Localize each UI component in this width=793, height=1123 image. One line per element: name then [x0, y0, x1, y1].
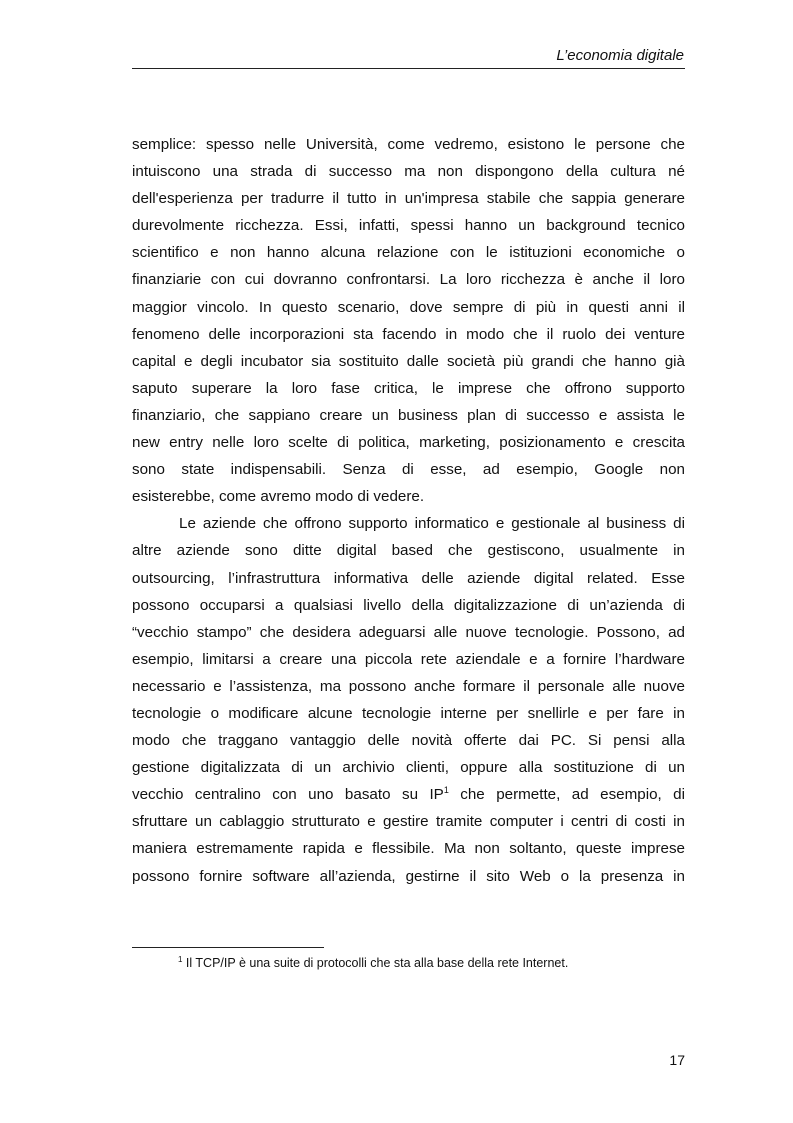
- text-line: modo che traggano vantaggio delle novità offerte dai PC. Si pensi alla: [132, 732, 685, 750]
- footnote-marker: 1: [178, 955, 183, 964]
- text-line: tecnologie o modificare alcune tecnologie interne per snellirle e per fare in: [132, 704, 685, 722]
- body-text: [132, 131, 685, 890]
- footnote-text: Il TCP/IP è una suite di protocolli che sta alla base della rete Internet.: [182, 956, 569, 970]
- text-line: finanziario, che sappiano creare un business plan di successo e assista le: [132, 406, 685, 424]
- text-line: maniera estremamente rapida e flessibile. Ma non soltanto, queste imprese: [132, 840, 685, 858]
- running-title: L’economia digitale: [556, 47, 684, 64]
- text-line: intuiscono una strada di successo ma non dispongono della cultura né: [132, 163, 685, 181]
- paragraph-2: [132, 510, 685, 889]
- text-line: gestione digitalizzata di un archivio clienti, oppure alla sostituzione di un: [132, 759, 685, 777]
- text-line: new entry nelle loro scelte di politica, marketing, posizionamento e crescita: [132, 434, 685, 452]
- footnote: [178, 955, 568, 971]
- text-line: maggior vincolo. In questo scenario, dove sempre di più in questi anni il: [132, 298, 685, 316]
- text-line: “vecchio stampo” che desidera adeguarsi alle nuove tecnologie. Possono, ad: [132, 623, 685, 641]
- text-line: dell'esperienza per tradurre il tutto in un'impresa stabile che sappia generare: [132, 190, 685, 208]
- paragraph-1: [132, 131, 685, 510]
- text-line: fenomeno delle incorporazioni sta facendo in modo che il ruolo dei venture: [132, 325, 685, 343]
- footnote-divider: [132, 947, 324, 948]
- text-line: outsourcing, l’infrastruttura informativa delle aziende digital related. Esse: [132, 569, 685, 587]
- text-line: possono fornire software all’azienda, gestirne il sito Web o la presenza in: [132, 867, 685, 885]
- text-line: esisterebbe, come avremo modo di vedere.: [132, 488, 425, 506]
- text-line: saputo superare la loro fase critica, le imprese che offrono supporto: [132, 379, 685, 397]
- text-line: esempio, limitarsi a creare una piccola rete aziendale e a fornire l’hardware: [132, 650, 685, 668]
- page-number: 17: [669, 1052, 685, 1068]
- text-line: necessario e l’assistenza, ma possono anche formare il personale alle nuove: [132, 677, 685, 695]
- text-line-with-footnote: [132, 781, 685, 808]
- text-segment: vecchio centralino con uno basato su IP: [132, 786, 444, 804]
- text-line: capital e degli incubator sia sostituito dalle società più grandi che hanno già: [132, 352, 685, 370]
- running-header: [132, 44, 685, 69]
- text-line: sono state indispensabili. Senza di esse, ad esempio, Google non: [132, 461, 685, 479]
- text-line: semplice: spesso nelle Università, come vedremo, esistono le persone che: [132, 136, 685, 153]
- text-line: finanziarie con cui dovranno confrontarsi. La loro ricchezza è anche il loro: [132, 271, 685, 289]
- text-line: scientifico e non hanno alcuna relazione con le istituzioni economiche o: [132, 244, 685, 262]
- footnote-reference[interactable]: 1: [443, 785, 449, 796]
- text-line: possono occuparsi a qualsiasi livello della digitalizzazione di un’azienda di: [132, 596, 685, 614]
- text-line: altre aziende sono ditte digital based che gestiscono, usualmente in: [132, 542, 685, 560]
- text-line: Le aziende che offrono supporto informatico e gestionale al business di: [179, 515, 685, 533]
- text-line: durevolmente ricchezza. Essi, infatti, spessi hanno un background tecnico: [132, 217, 685, 235]
- text-line: sfruttare un cablaggio strutturato e gestire tramite computer i centri di costi in: [132, 813, 685, 831]
- text-segment: che permette, ad esempio, di: [448, 786, 686, 804]
